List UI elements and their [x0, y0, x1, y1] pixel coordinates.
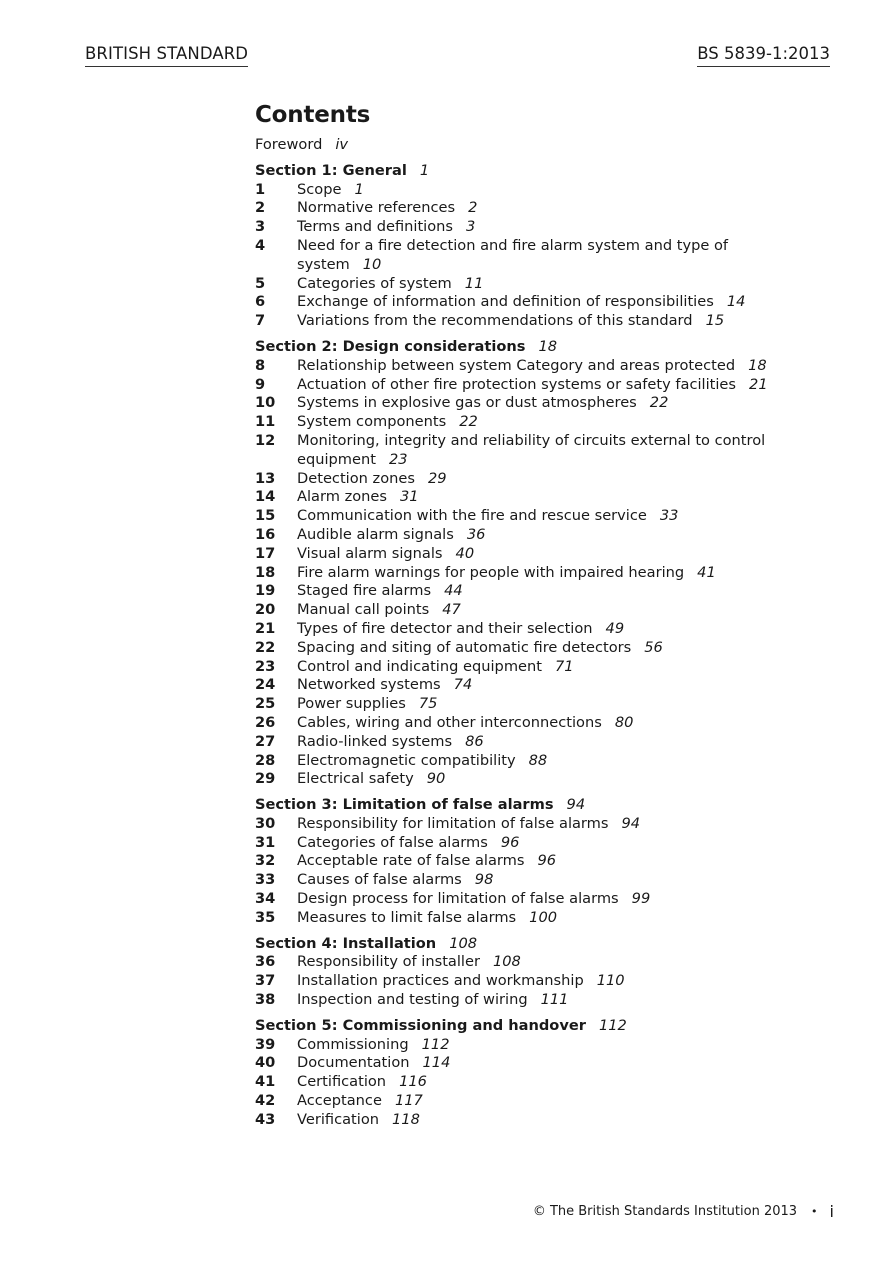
copyright-notice: © The British Standards Institution 2013 [532, 1204, 798, 1219]
toc-entry-page-number: 71 [554, 657, 574, 675]
toc-entry-page-number: 96 [537, 852, 557, 870]
toc-entry-number: 20 [255, 601, 276, 619]
toc-entry-title: Certification [297, 1073, 387, 1091]
toc-entry-title: Categories of false alarms [297, 833, 488, 851]
toc-entry-title-wrap [297, 639, 797, 658]
toc-entry-page-number: 41 [697, 563, 716, 581]
toc-section-heading[interactable] [255, 1017, 835, 1036]
toc-entry-page-number: 96 [500, 833, 520, 851]
toc-entry[interactable] [255, 545, 835, 564]
toc-foreword-entry[interactable] [255, 136, 835, 155]
toc-entry-page-number: 74 [453, 676, 473, 694]
toc-entry-page-number: 86 [465, 732, 484, 750]
toc-entry[interactable] [255, 909, 835, 928]
toc-entry-title: Responsibility of installer [297, 953, 480, 971]
toc-entry-title: Manual call points [297, 601, 430, 619]
toc-entry[interactable] [255, 676, 835, 695]
toc-entry-title: Exchange of information and definition of responsibilities [297, 293, 714, 311]
toc-entry-title: Networked systems [297, 676, 441, 694]
toc-entry-page-number: 116 [399, 1073, 427, 1091]
toc-entry-number: 31 [255, 833, 276, 851]
toc-entry[interactable] [255, 733, 835, 752]
toc-entry[interactable] [255, 890, 835, 909]
toc-entry-title-wrap [297, 752, 797, 771]
toc-entry[interactable] [255, 237, 835, 275]
toc-entry-page-number: 100 [529, 908, 558, 926]
toc-entry[interactable] [255, 815, 835, 834]
toc-entry-title: Scope [297, 180, 342, 198]
toc-entry[interactable] [255, 199, 835, 218]
toc-entry[interactable] [255, 695, 835, 714]
section-heading-title: Section 5: Commissioning and handover [255, 1016, 586, 1034]
toc-entry-title-wrap [297, 199, 797, 218]
toc-entry-page-number: 3 [466, 218, 476, 236]
section-heading-page-number: 108 [449, 934, 478, 952]
toc-entry[interactable] [255, 601, 835, 620]
toc-entry-page-number: 33 [659, 507, 679, 525]
toc-entry-title-wrap [297, 601, 797, 620]
toc-entry-number: 36 [255, 953, 276, 971]
toc-entry-page-number: 112 [421, 1035, 450, 1053]
toc-entry-title-wrap [297, 218, 797, 237]
page-number: i [829, 1202, 834, 1221]
toc-entry-title-wrap [297, 909, 797, 928]
toc-entry-title: Control and indicating equipment [297, 657, 542, 675]
footer-bullet: • [811, 1205, 818, 1218]
toc-entry[interactable] [255, 620, 835, 639]
toc-entry-number: 37 [255, 972, 276, 990]
toc-entry-number: 38 [255, 991, 276, 1009]
toc-entry-title: Documentation [297, 1054, 410, 1072]
toc-section [255, 1017, 835, 1130]
toc-entry-title-wrap [297, 676, 797, 695]
toc-entry-title-wrap [297, 1111, 797, 1130]
toc-entry-number: 22 [255, 638, 276, 656]
toc-entry-title: Relationship between system Category and areas protected [297, 356, 736, 374]
foreword-page-number: iv [335, 136, 349, 153]
toc-entry-page-number: 44 [444, 582, 463, 600]
toc-entry-title: Cables, wiring and other interconnections [297, 713, 602, 731]
toc-entry-title-wrap [297, 871, 797, 890]
toc-entry-page-number: 75 [418, 695, 438, 713]
section-heading-page-number: 18 [538, 337, 558, 355]
toc-entry[interactable] [255, 1111, 835, 1130]
toc-section-heading[interactable] [255, 796, 835, 815]
toc-entry-page-number: 10 [362, 255, 382, 273]
toc-entry-number: 5 [255, 274, 266, 292]
toc-entry[interactable] [255, 582, 835, 601]
toc-entry-number: 25 [255, 695, 276, 713]
toc-entry-number: 40 [255, 1054, 276, 1072]
toc-entry-number: 8 [255, 356, 266, 374]
toc-entry-title-wrap [297, 376, 797, 395]
section-heading-title: Section 4: Installation [255, 934, 437, 952]
toc-entry-page-number: 22 [459, 413, 478, 431]
toc-entry-title-wrap [297, 1036, 797, 1055]
toc-entry-number: 27 [255, 732, 276, 750]
toc-entry-title-wrap [297, 470, 797, 489]
toc-entry-title: Actuation of other fire protection systems or safety facilities [297, 375, 737, 393]
toc-entry[interactable] [255, 470, 835, 489]
toc-entry[interactable] [255, 218, 835, 237]
toc-entry[interactable] [255, 432, 835, 470]
toc-entry-page-number: 29 [427, 469, 447, 487]
toc-entry-title: Commissioning [297, 1035, 409, 1053]
toc-entry-title: Audible alarm signals [297, 525, 454, 543]
toc-entry-number: 3 [255, 218, 266, 236]
toc-entry-title-wrap [297, 1054, 797, 1073]
toc-entry-number: 16 [255, 525, 276, 543]
toc-entry-title: Terms and definitions [297, 218, 454, 236]
toc-entry-title-wrap [297, 357, 797, 376]
toc-entry-number: 35 [255, 908, 276, 926]
toc-entry-title-wrap [297, 181, 797, 200]
toc-entry-number: 9 [255, 375, 266, 393]
page-footer [533, 1202, 834, 1221]
toc-entry-page-number: 18 [748, 356, 767, 374]
toc-entry-number: 28 [255, 751, 276, 769]
toc-entry[interactable] [255, 413, 835, 432]
toc-section [255, 162, 835, 331]
toc-entry-title-wrap [297, 488, 797, 507]
toc-entry-number: 11 [255, 413, 276, 431]
toc-entry[interactable] [255, 488, 835, 507]
toc-entry-title: Normative references [297, 199, 456, 217]
toc-entry-title-wrap [297, 815, 797, 834]
toc-entry-page-number: 2 [468, 199, 478, 217]
toc-entry-title-wrap [297, 545, 797, 564]
toc-entry-page-number: 110 [596, 972, 625, 990]
toc-entry-number: 26 [255, 713, 276, 731]
toc-entry[interactable] [255, 834, 835, 853]
toc-entry-number: 2 [255, 199, 266, 217]
toc-entry-title: Power supplies [297, 695, 406, 713]
toc-entry-page-number: 49 [605, 619, 625, 637]
section-heading-page-number: 112 [598, 1016, 627, 1034]
toc-entry-page-number: 118 [392, 1110, 420, 1128]
toc-entry-title-wrap [297, 237, 797, 275]
toc-section [255, 935, 835, 1010]
toc-entry-title: Fire alarm warnings for people with impaired hearing [297, 563, 685, 581]
toc-entry-page-number: 99 [631, 890, 651, 908]
toc-entry-title: Verification [297, 1110, 379, 1128]
toc-entry-page-number: 14 [726, 293, 746, 311]
toc-entry[interactable] [255, 658, 835, 677]
toc-section-heading[interactable] [255, 162, 835, 181]
toc-entry-title-wrap [297, 432, 797, 470]
toc-entry[interactable] [255, 991, 835, 1010]
toc-entry-title: Staged fire alarms [297, 582, 432, 600]
toc-entry-title-wrap [297, 312, 797, 331]
section-heading-page-number: 1 [419, 161, 430, 179]
toc-entry-title: Measures to limit false alarms [297, 908, 517, 926]
toc-entry-page-number: 31 [400, 488, 419, 506]
toc-entry-number: 43 [255, 1110, 276, 1128]
toc-entry-page-number: 15 [705, 312, 725, 330]
toc-entry-page-number: 111 [540, 991, 569, 1009]
toc-entry-title: Systems in explosive gas or dust atmospheres [297, 394, 637, 412]
toc-entry-title: Spacing and siting of automatic fire detectors [297, 638, 632, 656]
toc-entry-page-number: 108 [492, 953, 521, 971]
toc-entry-number: 39 [255, 1035, 276, 1053]
toc-entry[interactable] [255, 357, 835, 376]
toc-entry-number: 7 [255, 312, 266, 330]
toc-entry-title: Need for a fire detection and fire alarm system and type of system [297, 236, 729, 273]
toc-entry[interactable] [255, 507, 835, 526]
toc-entry[interactable] [255, 852, 835, 871]
toc-entry-title: Inspection and testing of wiring [297, 991, 528, 1009]
toc-entry-title: Visual alarm signals [297, 544, 443, 562]
contents-title: Contents [255, 102, 371, 128]
toc-entry[interactable] [255, 770, 835, 789]
toc-entry-page-number: 47 [442, 601, 461, 619]
toc-entry-title: Design process for limitation of false alarms [297, 890, 619, 908]
toc-section [255, 796, 835, 928]
toc-entry-number: 15 [255, 507, 276, 525]
toc-sections [255, 162, 835, 1130]
toc-entry[interactable] [255, 181, 835, 200]
toc-entry-title-wrap [297, 714, 797, 733]
toc-entry-title: Acceptable rate of false alarms [297, 852, 525, 870]
toc-entry-title: Variations from the recommendations of this standard [297, 312, 693, 330]
toc-entry[interactable] [255, 526, 835, 545]
toc-entry-title: Radio-linked systems [297, 732, 453, 750]
toc-entry-title-wrap [297, 852, 797, 871]
toc-entry-number: 4 [255, 236, 266, 254]
toc-entry-number: 1 [255, 180, 266, 198]
toc-entry-title-wrap [297, 972, 797, 991]
toc-entry-title: Installation practices and workmanship [297, 972, 584, 990]
toc-entry-title-wrap [297, 526, 797, 545]
toc-entry-title-wrap [297, 834, 797, 853]
toc-entry-number: 33 [255, 871, 276, 889]
toc-entry-title-wrap [297, 620, 797, 639]
toc-entry-title-wrap [297, 275, 797, 294]
toc-entry-title-wrap [297, 507, 797, 526]
toc-entry-number: 18 [255, 563, 276, 581]
toc-entry-number: 17 [255, 544, 276, 562]
toc-section-heading[interactable] [255, 338, 835, 357]
toc-entry-title: Categories of system [297, 274, 452, 292]
toc-entry[interactable] [255, 639, 835, 658]
toc-entry-number: 24 [255, 676, 276, 694]
toc-entry-title: Monitoring, integrity and reliability of circuits external to control equipment [297, 431, 766, 468]
toc-entry-number: 32 [255, 852, 276, 870]
toc-entry-page-number: 11 [464, 274, 484, 292]
toc-entry[interactable] [255, 871, 835, 890]
toc-entry[interactable] [255, 564, 835, 583]
toc-section [255, 338, 835, 789]
toc-entry-title-wrap [297, 991, 797, 1010]
toc-entry-number: 42 [255, 1092, 276, 1110]
toc-entry-title-wrap [297, 1073, 797, 1092]
toc-entry-title-wrap [297, 293, 797, 312]
toc-entry-title-wrap [297, 564, 797, 583]
toc-entry-title: Responsibility for limitation of false alarms [297, 814, 609, 832]
toc-entry[interactable] [255, 1036, 835, 1055]
toc-entry-title-wrap [297, 890, 797, 909]
toc-entry-title: Acceptance [297, 1092, 382, 1110]
toc-entry-page-number: 90 [426, 770, 446, 788]
toc-entry-title: Causes of false alarms [297, 871, 462, 889]
toc-entry-title: Detection zones [297, 469, 415, 487]
toc-entry-number: 6 [255, 293, 266, 311]
toc-entry-title: Types of fire detector and their selection [297, 619, 593, 637]
running-head-document-type: BRITISH STANDARD [85, 44, 248, 67]
table-of-contents [255, 102, 835, 1137]
toc-entry-number: 29 [255, 770, 276, 788]
toc-entry-title: Electrical safety [297, 770, 414, 788]
toc-entry[interactable] [255, 972, 835, 991]
toc-entry-number: 30 [255, 814, 276, 832]
toc-entry-page-number: 80 [614, 713, 634, 731]
toc-entry-number: 41 [255, 1073, 276, 1091]
toc-entry-title-wrap [297, 394, 797, 413]
foreword-label: Foreword [255, 136, 323, 153]
toc-entry-number: 19 [255, 582, 276, 600]
toc-entry[interactable] [255, 293, 835, 312]
toc-entry-title-wrap [297, 658, 797, 677]
toc-entry[interactable] [255, 752, 835, 771]
toc-entry-title-wrap [297, 413, 797, 432]
toc-entry-page-number: 114 [422, 1054, 451, 1072]
toc-entry-page-number: 117 [394, 1092, 423, 1110]
toc-entry[interactable] [255, 953, 835, 972]
toc-entry-title-wrap [297, 953, 797, 972]
toc-entry-page-number: 56 [644, 638, 663, 656]
toc-entry-title-wrap [297, 582, 797, 601]
toc-entry-title-wrap [297, 1092, 797, 1111]
toc-entry-page-number: 36 [466, 525, 486, 543]
toc-entry-title: System components [297, 413, 447, 431]
toc-entry-title-wrap [297, 695, 797, 714]
toc-entry[interactable] [255, 275, 835, 294]
toc-entry-number: 21 [255, 619, 276, 637]
section-heading-title: Section 1: General [255, 161, 407, 179]
toc-entry-page-number: 88 [528, 751, 548, 769]
toc-entry-page-number: 40 [455, 544, 475, 562]
toc-entry-title-wrap [297, 733, 797, 752]
toc-entry-number: 34 [255, 890, 276, 908]
toc-entry[interactable] [255, 1054, 835, 1073]
toc-entry-number: 10 [255, 394, 276, 412]
section-heading-page-number: 94 [566, 796, 586, 814]
toc-entry[interactable] [255, 376, 835, 395]
toc-section-heading[interactable] [255, 935, 835, 954]
toc-entry[interactable] [255, 394, 835, 413]
toc-entry-page-number: 23 [388, 450, 408, 468]
toc-entry-page-number: 22 [649, 394, 669, 412]
toc-entry[interactable] [255, 1073, 835, 1092]
running-head-standard-number: BS 5839-1:2013 [697, 44, 830, 67]
toc-entry-number: 12 [255, 431, 276, 449]
toc-entry[interactable] [255, 1092, 835, 1111]
toc-entry-page-number: 98 [474, 871, 494, 889]
toc-entry-page-number: 21 [749, 375, 768, 393]
toc-entry-number: 23 [255, 657, 276, 675]
section-heading-title: Section 2: Design considerations [255, 337, 526, 355]
toc-entry-page-number: 94 [621, 814, 641, 832]
section-heading-title: Section 3: Limitation of false alarms [255, 796, 554, 814]
toc-entry-title: Communication with the fire and rescue service [297, 507, 647, 525]
toc-entry-title-wrap [297, 770, 797, 789]
toc-entry-title: Alarm zones [297, 488, 387, 506]
toc-entry-number: 14 [255, 488, 276, 506]
toc-entry-number: 13 [255, 469, 276, 487]
toc-entry[interactable] [255, 312, 835, 331]
toc-entry-title: Electromagnetic compatibility [297, 751, 516, 769]
toc-entry[interactable] [255, 714, 835, 733]
toc-entry-page-number: 1 [354, 180, 364, 198]
